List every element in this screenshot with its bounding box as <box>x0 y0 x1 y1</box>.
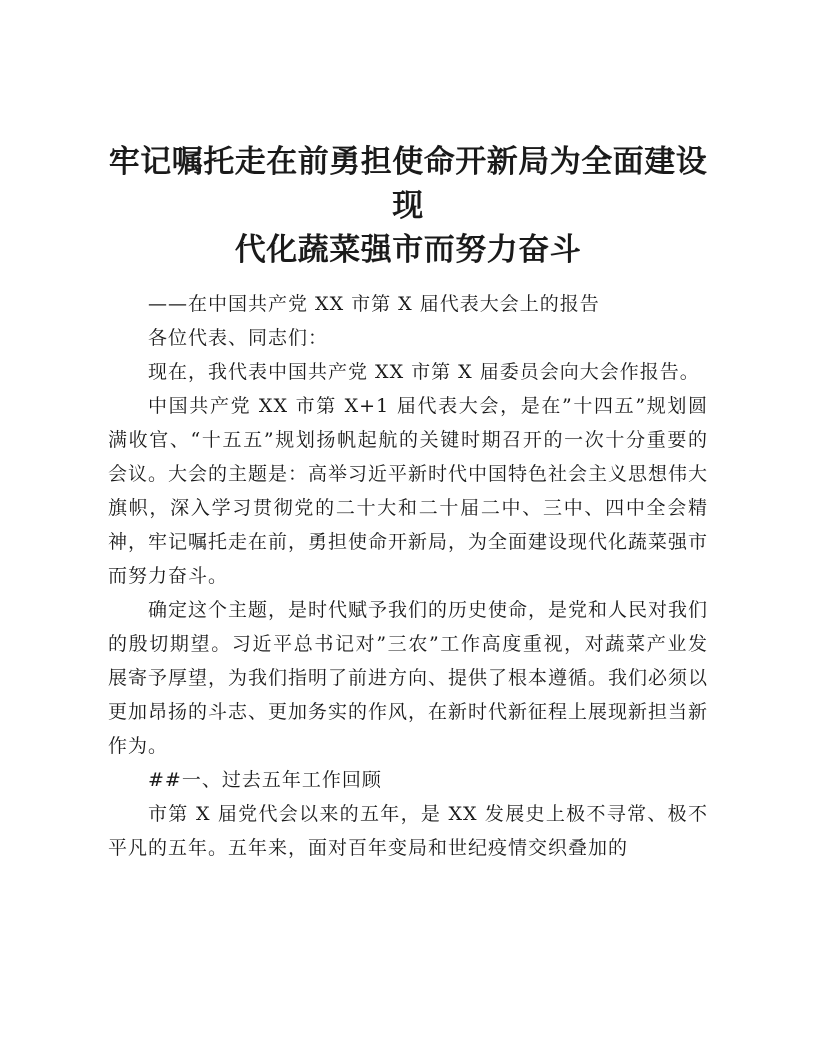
section-paragraph: 市第 X 届党代会以来的五年，是 XX 发展史上极不寻常、极不平凡的五年。五年来，面对百年变局和世纪疫情交织叠加的 <box>108 803 708 859</box>
body-paragraph-2: 中国共产党 XX 市第 X+1 届代表大会，是在”十四五”规划圆满收官、“十五五”规划扬帆起航的关键时期召开的一次十分重要的会议。大会的主题是：高举习近平新时代中国特色社会主义思想伟大旗帜，深入学习贯彻党的二十大和二十届二中、三中、四中全会精神，牢记嘱托走在前，勇担使命开新局，为全面建设现代化蔬菜强市而努力奋斗。 <box>108 395 709 587</box>
section-heading: ##一、过去五年工作回顾 <box>148 769 382 791</box>
title-line-1: 牢记嘱托走在前勇担使命开新局为全面建设现 <box>108 144 708 224</box>
body-paragraph-1: 现在，我代表中国共产党 XX 市第 X 届委员会向大会作报告。 <box>148 361 700 383</box>
document-page <box>108 140 708 865</box>
document-body <box>108 287 708 865</box>
document-subtitle: ——在中国共产党 XX 市第 X 届代表大会上的报告 <box>148 293 600 315</box>
body-paragraph-3: 确定这个主题，是时代赋予我们的历史使命，是党和人民对我们的殷切期望。习近平总书记对”三农”工作高度重视，对蔬菜产业发展寄予厚望，为我们指明了前进方向、提供了根本遵循。我们必须以更加昂扬的斗志、更加务实的作风，在新时代新征程上展现新担当新作为。 <box>108 599 709 757</box>
title-line-2: 代化蔬菜强市而努力奋斗 <box>234 232 582 268</box>
document-title <box>108 140 708 272</box>
salutation: 各位代表、同志们： <box>148 327 329 349</box>
